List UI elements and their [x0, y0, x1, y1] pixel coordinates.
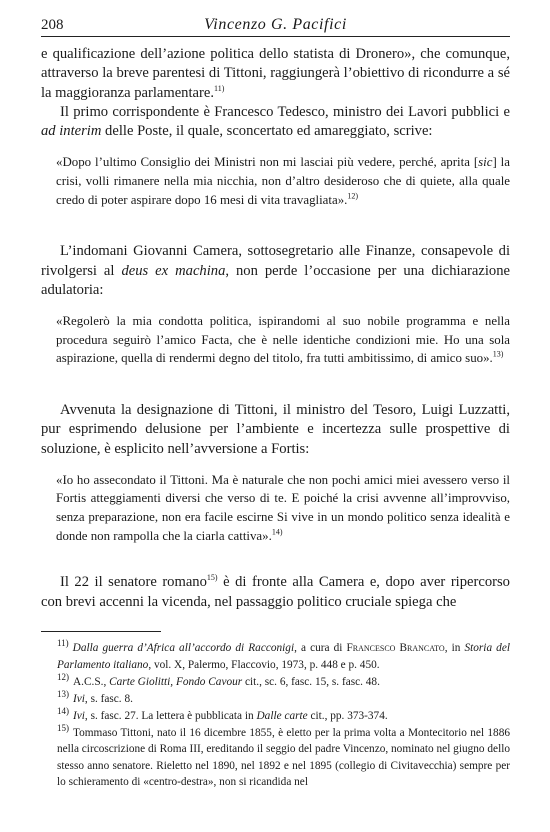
note-ref-15: 15) — [206, 573, 218, 583]
note-ref-14: 14) — [271, 527, 283, 537]
footnote-divider — [41, 631, 161, 632]
paragraph-3: L’indomani Giovanni Camera, sottosegretario alle Finanze, consapevole di rivolgersi al deus ex machina, non perde l’occasione per una dichiarazione adulatoria: — [41, 243, 510, 298]
note-ref-11: 11) — [214, 83, 225, 93]
note-ref-13: 13) — [492, 350, 504, 360]
footnote-11: $^{11)}$ Dalla guerra d’Africa all’accordo di Racconigi, a cura di Francesco Brancato, in Storia del Parlamento italiano, vol. X, Palermo, Flaccovio, 1973, p. 448 e p. 450. — [57, 638, 510, 671]
footnote-12: $^{12)}$ A.C.S., Carte Giolitti, Fondo Cavour cit., sc. 6, fasc. 15, s. fasc. 48. — [57, 672, 380, 688]
quote-tedesco: «Dopo l’ultimo Consiglio dei Ministri non mi lasciai più vedere, perché, aprita [sic] la crisi, volli rimanere nella mia nicchia, non d’altro desideroso che di quiete, alla quale credo di poter aspirare dopo 16 mesi di vita travagliata».$^{12)}$ — [56, 155, 510, 207]
note-ref-12: 12) — [347, 191, 359, 201]
paragraph-2: Il primo corrispondente è Francesco Tedesco, ministro dei Lavori pubblici e ad interim delle Poste, il quale, sconcertato ed amareggiato, scrive: — [41, 103, 510, 140]
running-head: Vincenzo G. Pacifici — [204, 16, 347, 33]
quote-luzzatti: «Io ho assecondato il Tittoni. Ma è naturale che non pochi amici miei avessero verso il Fortis atteggiamenti diversi che verso di te. E poiché la crisi avvenne all’improvviso, senza preparazione, non era facile escirne Si vive in un mondo politico senza idealità e donde non rampolla che la ciarla cattiva».$^{14)}$ — [56, 472, 510, 543]
footnote-13: $^{13)}$ Ivi, s. fasc. 8. — [57, 689, 133, 705]
footnote-14: $^{14)}$ Ivi, s. fasc. 27. La lettera è pubblicata in Dalle carte cit., pp. 373-374. — [57, 706, 388, 722]
quote-camera: «Regolerò la mia condotta politica, ispirandomi al suo nobile programma e nella procedura seguirò l’amico Facta, che è nelle identiche condizioni mie. Ho una sola aspirazione, quella di rendermi degno del titolo, fra tutti ambitissimo, di amico suo».$^{13)}$ — [56, 314, 510, 366]
page-body — [41, 45, 510, 791]
page-header — [41, 14, 510, 37]
footnote-15: $^{15)}$ Tommaso Tittoni, nato il 16 dicembre 1855, è eletto per la prima volta a Montecitorio nel 1886 nella circoscrizione di Roma III, ereditando il seggio del padre Vincenzo, nominato nel giugno dello stesso anno senatore. Rieletto nel 1890, nel 1892 e nel 1895 (collegio di Civitavecchia) sempre per lo schieramento di «centro-destra», non si ricandida nel — [57, 723, 510, 789]
paragraph-5: Il 22 il senatore romano$^{15)}$ è di fronte alla Camera e, dopo aver ripercorso con brevi accenni la vicenda, nel passaggio politico cruciale spiega che — [41, 573, 510, 610]
page-number: 208 — [41, 17, 64, 33]
paragraph-1: e qualificazione dell’azione politica dello statista di Dronero», che comunque, attraverso la breve parentesi di Tittoni, raggiungerà l’obiettivo di ricondurre a sé la maggioranza parlamentare.$^{11)}$ — [41, 46, 510, 101]
paragraph-4: Avvenuta la designazione di Tittoni, il ministro del Tesoro, Luigi Luzzatti, pur esprimendo delusione per l’ambiente e incertezza sulle prospettive di soluzione, è esplicito nell’avversione a Fortis: — [41, 401, 510, 457]
